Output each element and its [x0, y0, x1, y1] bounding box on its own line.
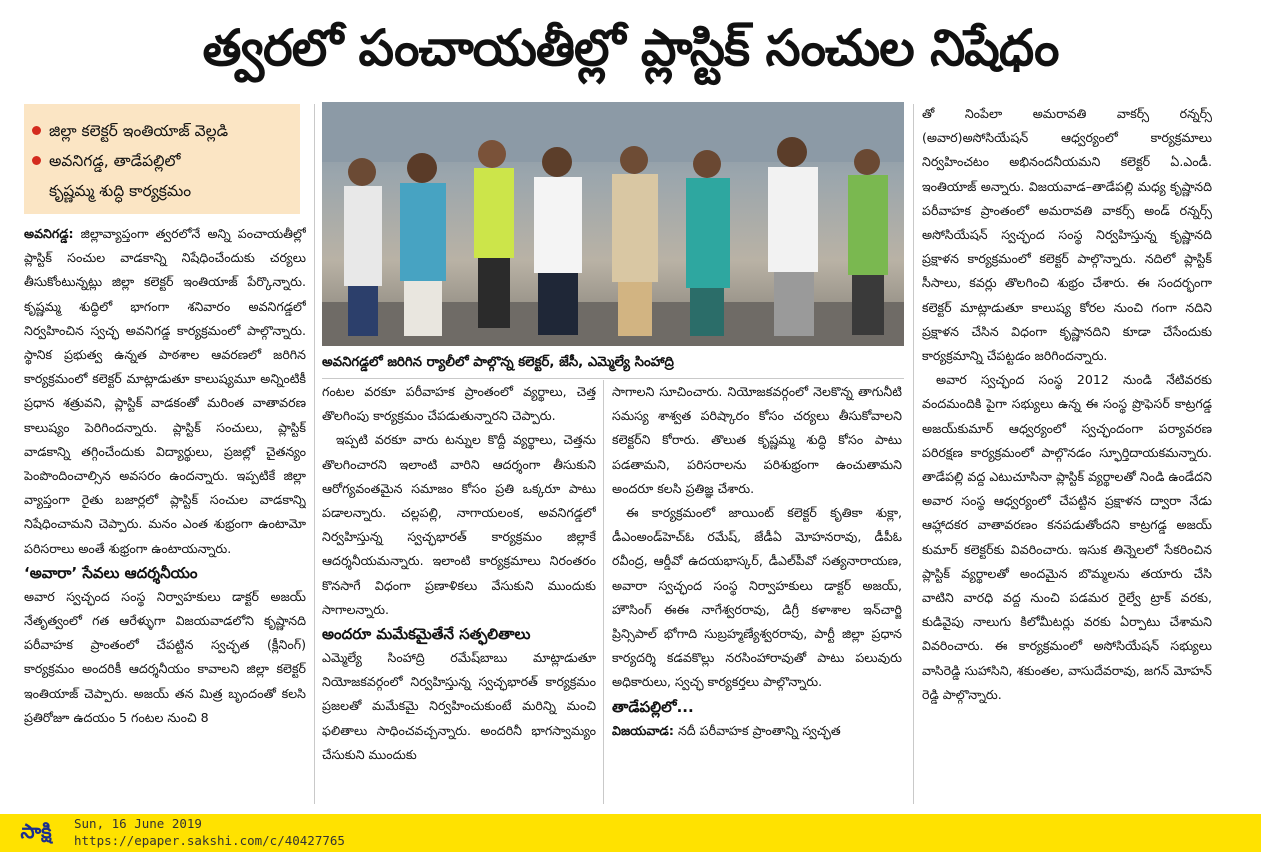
- epaper-link[interactable]: https://epaper.sakshi.com/c/40427765: [74, 833, 345, 848]
- caption-divider: [322, 378, 904, 379]
- highlight-text-continued: కృష్ణమ్మ శుద్ధి కార్యక్రమం: [49, 182, 192, 200]
- paragraph: అవార స్వచ్ఛంద సంస్థ నిర్వాహకులు డాక్టర్ అజయ్ నేతృత్వంలో గత ఆరేళ్ళుగా విజయవాడలోని కృష్ణానది పరీవాహక ప్రాంతంలో చేపట్టిన స్వచ్ఛత (క్లీనింగ్) కార్యక్రమం అందరికీ ఆదర్శనీయం కావాలని జిల్లా కలెక్టర్ ఇంతియాజ్ చెప్పారు. అజయ్ తన మిత్ర బృందంతో కలసి ప్రతిరోజూ ఉదయం 5 గంటల నుంచి 8: [24, 588, 306, 725]
- column-divider: [913, 104, 914, 804]
- paragraph: ఇప్పటి వరకూ వారు టన్నుల కొద్దీ వ్యర్థాలు, చెత్తను తొలగించారని ఇలాంటి వారిని ఆదర్శంగా తీసుకుని ఆరోగ్యవంతమైన సమాజం కోసం ప్రతి ఒక్కరూ పాటు పడాలన్నారు. చల్లపల్లి, నాగాయలంక, అవనిగడ్డలో నిర్వహిస్తున్న స్వచ్ఛభారత్ కార్యక్రమం జిల్లాకే ఆదర్శనీయమన్నారు. ఇలాంటి కార్యక్రమాలు నిరంతరం కొనసాగే విధంగా ప్రణాళికలు వేసుకుని ముందుకు సాగాలన్నారు.: [322, 432, 596, 617]
- rally-photo-illustration: [322, 102, 904, 346]
- highlight-item: [32, 116, 292, 146]
- column-divider: [314, 104, 315, 804]
- article-column-1: [24, 222, 306, 802]
- dateline: విజయవాడ:: [612, 722, 674, 738]
- highlights-box: [24, 104, 300, 214]
- dateline: అవనిగడ్డ:: [24, 226, 74, 241]
- column-divider: [603, 380, 604, 804]
- subheading: తాడేపల్లిలో...: [612, 697, 694, 716]
- paragraph: అవార స్వచ్ఛంద సంస్థ 2012 నుండి నేటివరకు వందమందికి పైగా సభ్యులు ఉన్న ఈ సంస్థ ప్రొఫెసర్ కాట్రగడ్డ అజయ్‌కుమార్ ఆధ్వర్యంలో స్వచ్ఛందంగా పర్యావరణ పరిరక్షణ కార్యక్రమంలో పాల్గొనడం స్ఫూర్తిదాయకమన్నారు. తాడేపల్లి వద్ద ఎటుచూసినా ప్లాస్టిక్ వ్యర్థాలతో నిండి ఉండేదని అవార సంస్థ ఆధ్వర్యంలో చేపట్టిన ప్రక్షాళన ద్వారా నేడు ఆహ్లాదకర వాతావరణం కనపడుతోందని కాట్రగడ్డ అజయ్ కుమార్ కలెక్టర్‌కు వివరించారు. ఇసుక తిన్నెలలో సేకరించిన ప్లాస్టిక్ వ్యర్థాలతో అందమైన బొమ్మలను తయారు చేసి వాటిని వారధి వద్ద నుంచి పడమర రైల్వే ట్రాక్ వరకు, కుడివైపు నాలుగు కిలోమీటర్లు వరకు ఏర్పాటు చేశామని వివరించారు. ఈ కార్యక్రమంలో అసోసియేషన్ సభ్యులు వాసిరెడ్డి సుహాసిని, శకుంతల, వాసుదేవరావు, జగన్ మోహన్ రెడ్డి పాల్గొన్నారు.: [922, 372, 1212, 702]
- photo-caption: అవనిగడ్డలో జరిగిన ర్యాలీలో పాల్గొన్న కలెక్టర్, జేసీ, ఎమ్మెల్యే సింహాద్రి: [322, 355, 674, 370]
- paragraph-text: నదీ పరీవాహక ప్రాంతాన్ని స్వచ్ఛత: [677, 722, 841, 738]
- paragraph: సాగాలని సూచించారు. నియోజకవర్గంలో నెలకొన్న తాగునీటి సమస్య శాశ్వత పరిష్కారం కోసం చర్యలు తీసుకోవాలని కలెక్టర్‌ని కోరారు. తొలుత కృష్ణమ్మ శుద్ధి కోసం పాటు పడతామని, పరిసరాలను పరిశుభ్రంగా ఉంచుతామని అందరూ కలసి ప్రతిజ్ఞ చేశారు.: [612, 384, 902, 496]
- highlight-item: [32, 146, 292, 176]
- headline: త్వరలో పంచాయతీల్లో ప్లాస్టిక్ సంచుల నిషేధం: [202, 19, 1059, 77]
- edition-date: Sun, 16 June 2019: [74, 816, 202, 831]
- article-column-4: [922, 102, 1212, 802]
- sakshi-logo[interactable]: [5, 817, 67, 849]
- highlight-text: అవనిగడ్డ, తాడేపల్లిలో: [49, 152, 181, 170]
- paragraph: గంటల వరకూ పరీవాహక ప్రాంతంలో వ్యర్థాలు, చెత్త తొలగింపు కార్యక్రమం చేపడుతున్నారని చెప్పారు.: [322, 384, 596, 424]
- paragraph: [24, 222, 306, 561]
- paragraph: [612, 719, 902, 743]
- subheading: అందరూ మమేకమైతేనే సత్ఫలితాలు: [322, 625, 531, 644]
- article-column-2: [322, 380, 596, 804]
- news-photo: [322, 102, 904, 346]
- subheading: ‘అవారా’ సేవలు ఆదర్శనీయం: [24, 563, 198, 582]
- paragraph: తో నింపేలా అమరావతి వాకర్స్ రన్నర్స్ (అవార)అసోసియేషన్ ఆధ్వర్యంలో కార్యక్రమాలు నిర్వహించటం అభినందనీయమని కలెక్టర్ ఏ.ఎండీ. ఇంతియాజ్ అన్నారు. విజయవాడ–తాడేపల్లి మధ్య కృష్ణానది పరీవాహక ప్రాంతంలో అమరావతి వాకర్స్ అండ్ రన్నర్స్ అసోసియేషన్ స్వచ్ఛంద సంస్థ నిర్వహిస్తున్న కృష్ణానది ప్రక్షాళన కార్యక్రమంలో కలెక్టర్ పాల్గొన్నారు. నదిలో ప్లాస్టిక్ సీసాలు, కవర్లు తొలగించి శుభ్రం చేశారు. ఈ సందర్భంగా కలెక్టర్ మాట్లాడుతూ కాలుష్య కోరల నుంచి గంగా నదిని ప్రక్షాళన చేసిన విధంగా కృష్ణానదిని కూడా చేసేందుకు కార్యక్రమాన్ని చేపట్టడం జరిగిందన్నారు.: [922, 106, 1212, 364]
- paragraph: ఎమ్మెల్యే సింహాద్రి రమేష్‌బాబు మాట్లాడుతూ నియోజకవర్గంలో నిర్వహిస్తున్న స్వచ్ఛభారత్ కార్యక్రమం ప్రజలతో మమేకమై నిర్వహించుకుంటే మరిన్ని మంచి ఫలితాలు సాధించవచ్చన్నారు. అందరినీ భాగస్వామ్యం చేసుకుని ముందుకు: [322, 650, 596, 762]
- bullet-icon: [32, 126, 41, 135]
- article-column-3: [612, 380, 902, 804]
- paragraph-text: జిల్లావ్యాప్తంగా త్వరలోనే అన్ని పంచాయతీల్లో ప్లాస్టిక్ సంచుల వాడకాన్ని నిషేధించేందుకు చర్యలు తీసుకోంటున్నట్లు జిల్లా కలెక్టర్ ఇంతియాజ్ పేర్కొన్నారు. కృష్ణమ్మ శుద్ధిలో భాగంగా శనివారం అవనిగడ్డలో నిర్వహించిన స్వచ్ఛ అవనిగడ్డ కార్యక్రమంలో పాల్గొన్నారు. స్థానిక ప్రభుత్వ ఉన్నత పాఠశాల ఆవరణలో జరిగిన కార్యక్రమంలో కలెక్టర్ మాట్లాడుతూ కాలుష్యమూ అన్నింటికీ ప్రధాన శత్రువని, ప్లాస్టిక్ వాడకంతో మరింత వాతావరణ కాలుష్యం పెరిగిందన్నారు. ప్లాస్టిక్ సంచులు, ప్లాస్టిక్ వాడకాన్ని తగ్గించేందుకు విద్యార్థులు, ప్రజల్లో చైతన్యం పెంపొందించాల్సిన అవసరం ఉందన్నారు. ఇప్పటికే జిల్లా వ్యాప్తంగా రైతు బజార్లలో ప్లాస్టిక్ సంచుల వాడకాన్ని నిషేధించామని చెప్పారు. మనం ఎంత శుభ్రంగా ఉంటామో పరిసరాలు అంతే శుభ్రంగా ఉంటాయన్నారు.: [24, 226, 306, 556]
- paragraph: ఈ కార్యక్రమంలో జాయింట్ కలెక్టర్ కృతికా శుక్లా, డీఎంఅండ్‌హెచ్ఓ రమేష్, జేడీఏ మోహనరావు, డీపీఓ రవీంద్ర, ఆర్డీవో ఉదయభాస్కర్, డీఎల్‌పీవో సత్యనారాయణ, అవారా స్వచ్ఛంద సంస్థ నిర్వాహకులు డాక్టర్ అజయ్, హౌసింగ్ ఈఈ నాగేశ్వరరావు, డిగ్రీ కళాశాల ఇన్‌చార్జి ప్రిన్సిపాల్ భోగాది సుబ్రహ్మణ్యేశ్వరరావు, పార్టీ జిల్లా ప్రధాన కార్యదర్శి కడవకొల్లు నరసింహారావుతో పాటు పలువురు అధికారులు, స్వచ్ఛ కార్యకర్తలు పాల్గొన్నారు.: [612, 505, 902, 690]
- bullet-icon: [32, 156, 41, 165]
- logo-text: సాక్షి: [20, 818, 52, 843]
- highlight-text: జిల్లా కలెక్టర్ ఇంతియాజ్ వెల్లడి: [49, 122, 229, 140]
- footer-bar: [0, 814, 1261, 852]
